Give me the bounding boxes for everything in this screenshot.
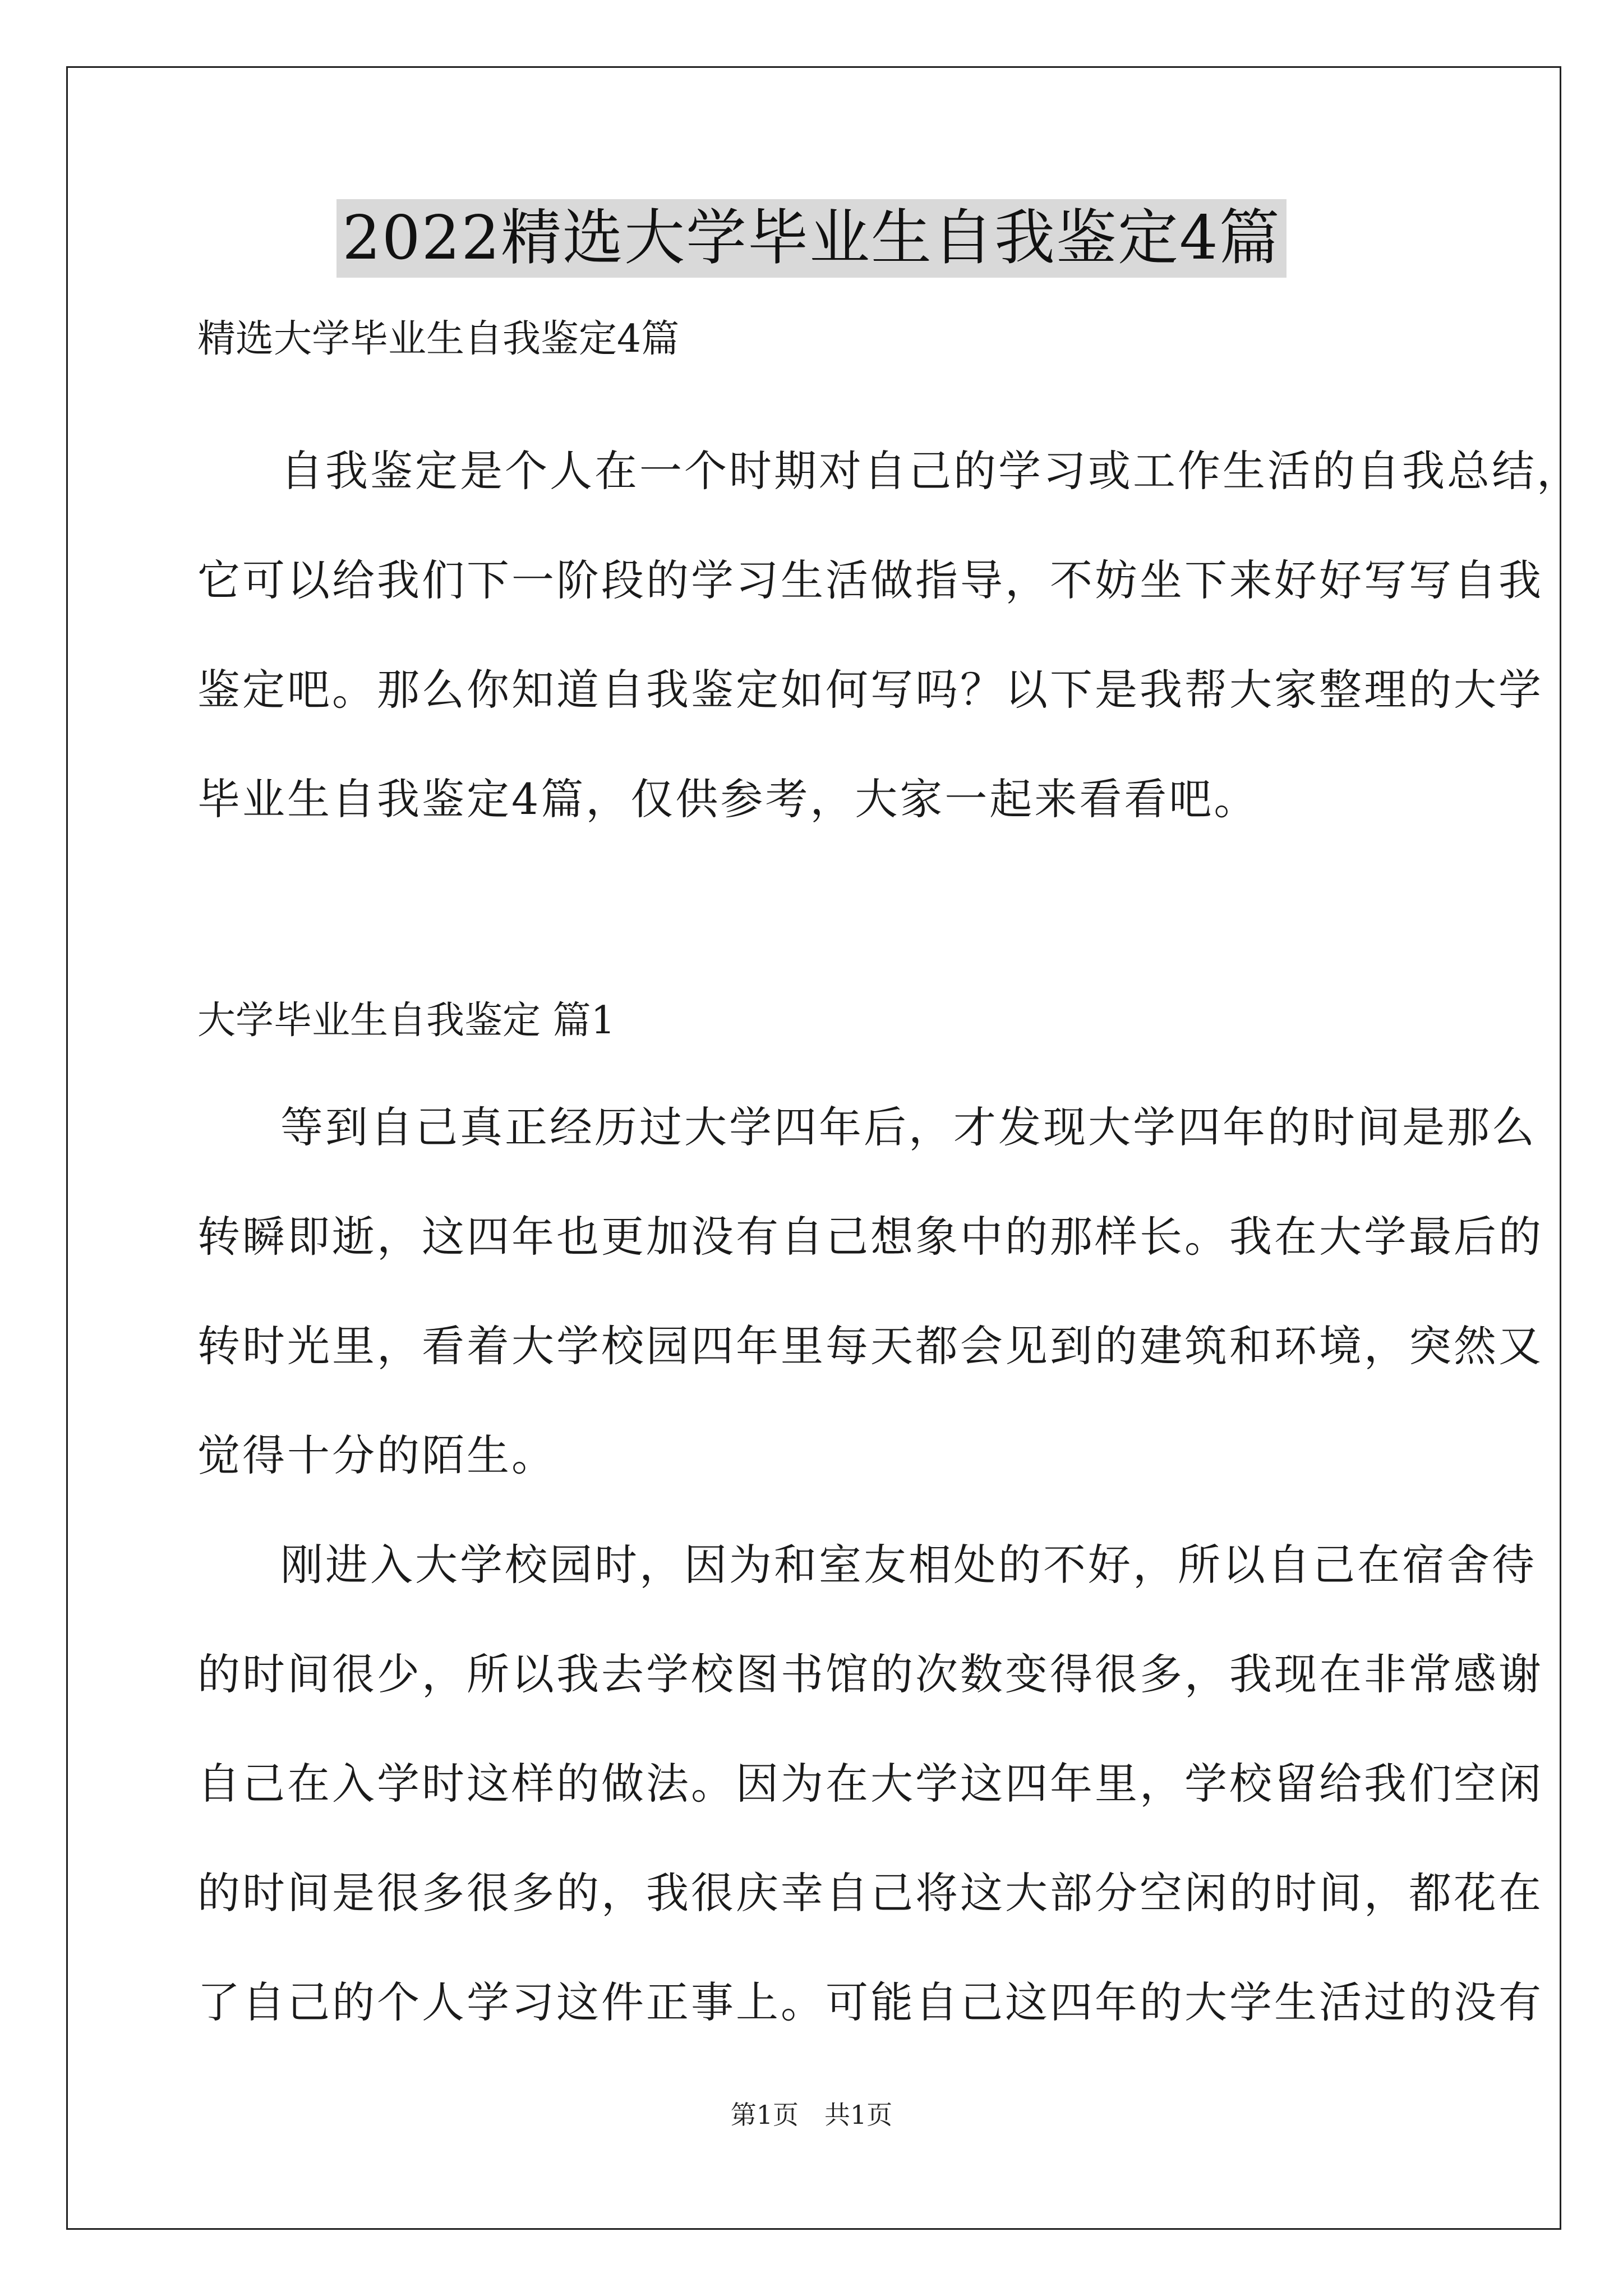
paragraph-line: 刚进入大学校园时，因为和室友相处的不好，所以自己在宿舍待 [280, 1540, 1537, 1590]
page-footer: 第1页 共1页 [730, 2100, 893, 2130]
intro-line: 它可以给我们下一阶段的学习生活做指导，不妨坐下来好好写写自我 [197, 555, 1543, 605]
paragraph-line: 自己在入学时这样的做法。因为在大学这四年里，学校留给我们空闲 [197, 1759, 1543, 1809]
document-title: 2022精选大学毕业生自我鉴定4篇 [336, 199, 1287, 278]
document-subtitle: 精选大学毕业生自我鉴定4篇 [197, 317, 680, 361]
paragraph-line: 等到自己真正经历过大学四年后，才发现大学四年的时间是那么 [280, 1102, 1537, 1152]
paragraph-line: 的时间是很多很多的，我很庆幸自己将这大部分空闲的时间，都花在 [197, 1868, 1543, 1918]
intro-line: 鉴定吧。那么你知道自我鉴定如何写吗？以下是我帮大家整理的大学 [197, 665, 1543, 715]
paragraph-line: 觉得十分的陌生。 [197, 1430, 556, 1480]
paragraph-line: 转瞬即逝，这四年也更加没有自己想象中的那样长。我在大学最后的 [197, 1212, 1543, 1262]
title-container [0, 199, 1623, 278]
paragraph-line: 的时间很少，所以我去学校图书馆的次数变得很多，我现在非常感谢 [197, 1649, 1543, 1699]
intro-line: 自我鉴定是个人在一个时期对自己的学习或工作生活的自我总结， [280, 446, 1581, 496]
intro-line: 毕业生自我鉴定4篇，仅供参考，大家一起来看看吧。 [197, 774, 1259, 824]
paragraph-line: 转时光里，看着大学校园四年里每天都会见到的建筑和环境，突然又 [197, 1321, 1543, 1371]
section-heading: 大学毕业生自我鉴定 篇1 [197, 999, 615, 1043]
paragraph-line: 了自己的个人学习这件正事上。可能自己这四年的大学生活过的没有 [197, 1977, 1543, 2027]
